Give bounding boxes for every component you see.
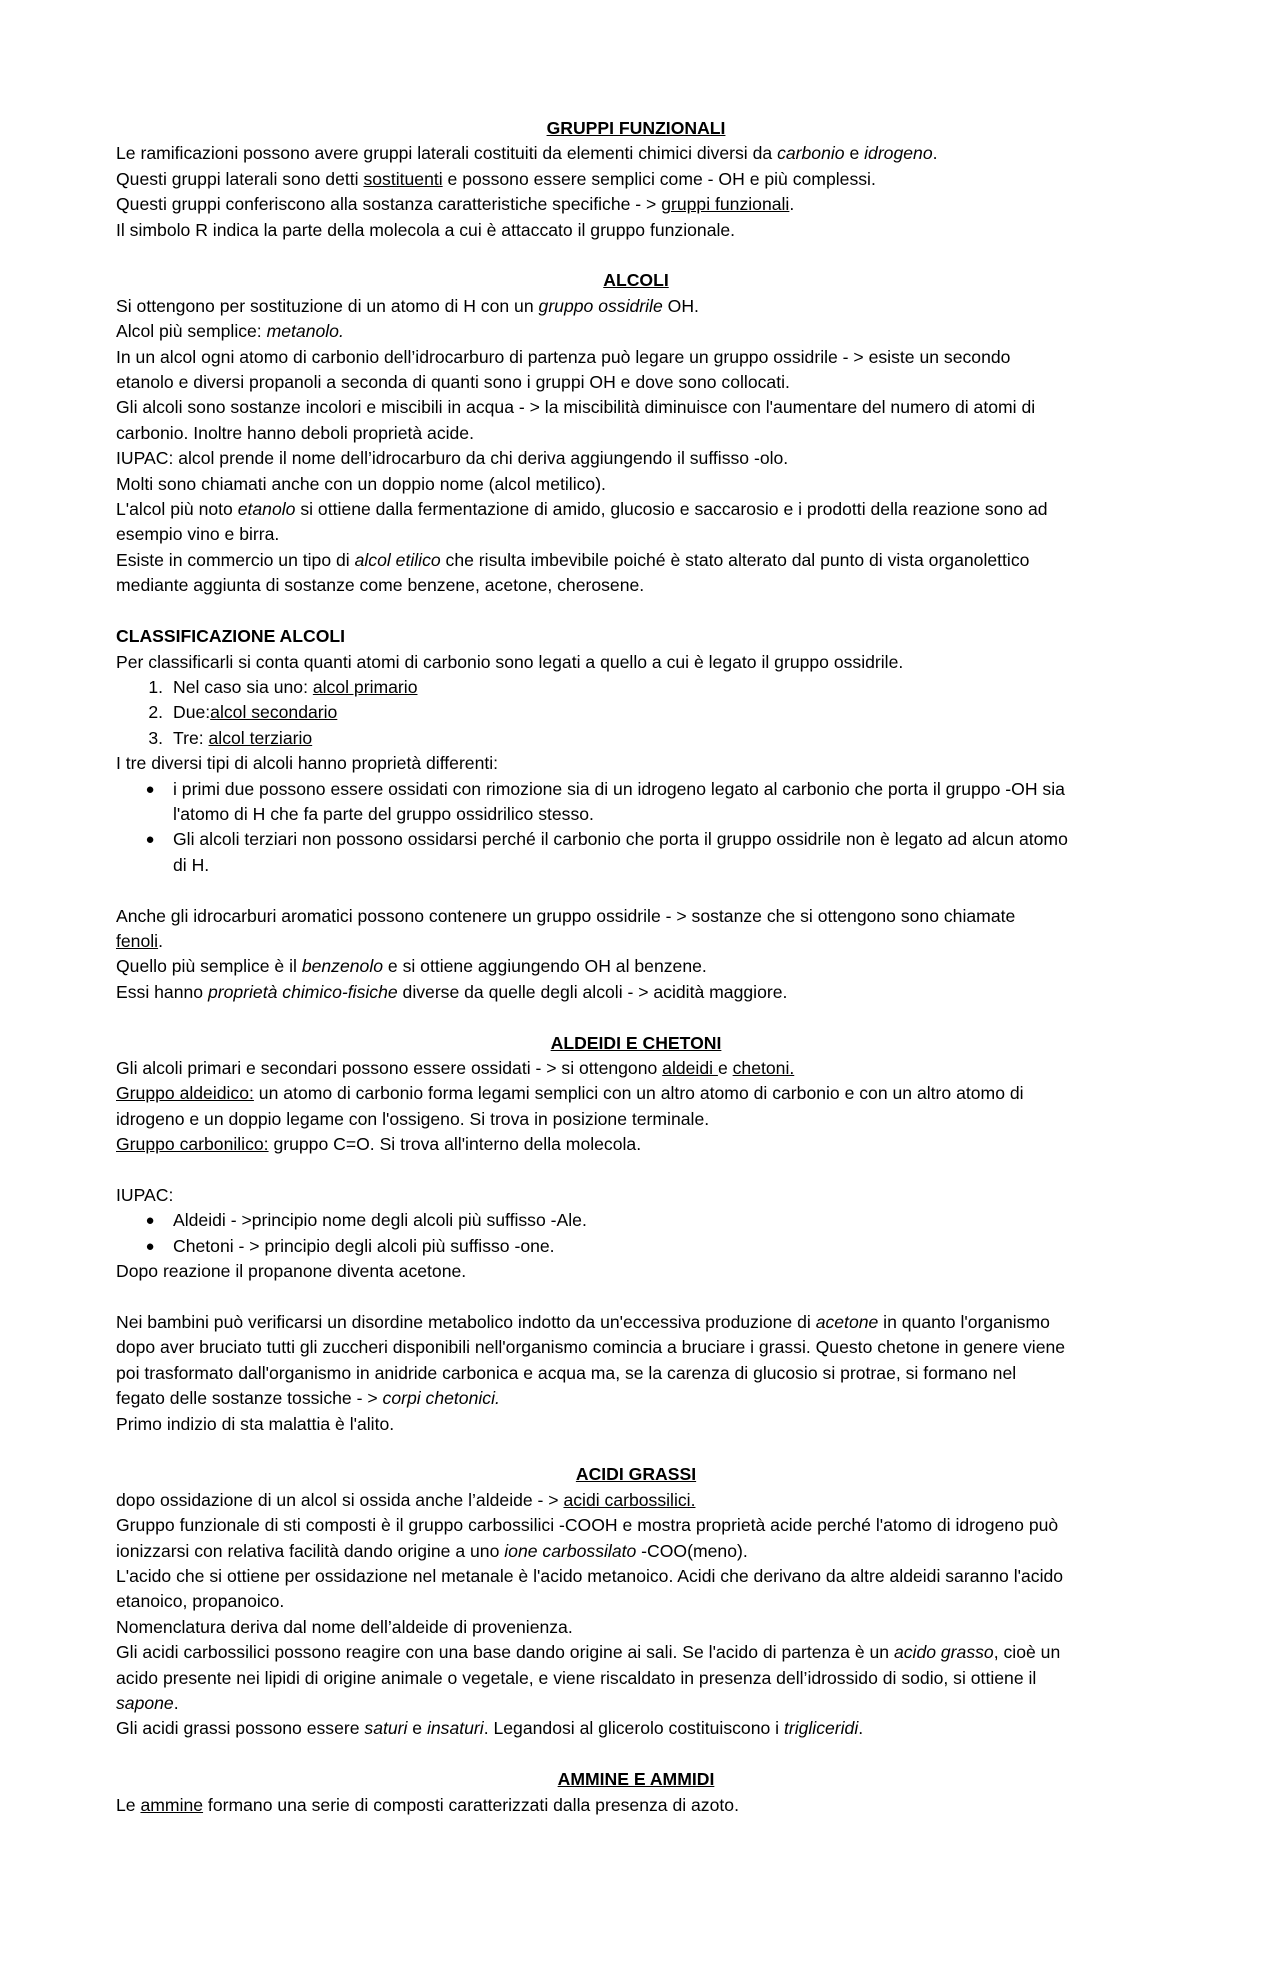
paragraph: Si ottengono per sostituzione di un atomo di H con un gruppo ossidrile OH. (116, 295, 699, 316)
paragraph-line: Anche gli idrocarburi aromatici possono contenere un gruppo ossidrile - > sostanze che si ottengono sono chiamate (116, 905, 1016, 926)
paragraph: Gruppo aldeidico: un atomo di carbonio forma legami semplici con un altro atomo di carbonio e con un altro atomo di (116, 1083, 1024, 1104)
bullet-list (116, 777, 1156, 879)
section-title-gruppi-funzionali: GRUPPI FUNZIONALI (546, 118, 726, 138)
paragraph-line: poi trasformato dall'organismo in anidride carbonica e acqua ma, se la carenza di glucosio si protrae, si formano nel (116, 1362, 1017, 1383)
paragraph-line: etanolo e diversi propanoli a seconda di quanti sono i gruppi OH e dove sono collocati. (116, 372, 790, 393)
paragraph: Questi gruppi laterali sono detti sostituenti e possono essere semplici come - OH e più complessi. (116, 168, 876, 189)
section-title-acidi-grassi: ACIDI GRASSI (575, 1464, 697, 1485)
paragraph-line: idrogeno e un doppio legame con l'ossigeno. Si trova in posizione terminale. (116, 1108, 710, 1129)
section-title-alcoli: ALCOLI (603, 270, 669, 291)
paragraph-line: dopo aver bruciato tutti gli zuccheri disponibili nell'organismo comincia a bruciare i grassi. Questo chetone in genere viene (116, 1337, 1066, 1358)
paragraph: Questi gruppi conferiscono alla sostanza caratteristiche specifiche - > gruppi funzionali. (116, 194, 795, 215)
paragraph-line: fenoli. (116, 930, 163, 951)
list-item: 2. Due:alcol secondario (148, 702, 338, 723)
paragraph: Le ramificazioni possono avere gruppi laterali costituiti da elementi chimici diversi da carbonio e idrogeno. (116, 143, 938, 164)
paragraph-line: acido presente nei lipidi di origine animale o vegetale, e viene riscaldato in presenza dell’idrossido di sodio, si ottiene il (116, 1667, 1037, 1688)
paragraph: Esiste in commercio un tipo di alcol etilico che risulta imbevibile poiché è stato alterato dal punto di vista organolettico (116, 549, 1030, 570)
bullet-icon: ● (145, 1237, 155, 1255)
paragraph: Per classificarli si conta quanti atomi di carbonio sono legati a quello a cui è legato il gruppo ossidrile. (116, 651, 904, 672)
paragraph-line: fegato delle sostanze tossiche - > corpi chetonici. (116, 1388, 500, 1409)
bullet-list (116, 1208, 1156, 1259)
list-item: 1. Nel caso sia uno: alcol primario (148, 676, 418, 697)
section-title-classificazione-alcoli: CLASSIFICAZIONE ALCOLI (116, 626, 346, 647)
paragraph-line: sapone. (116, 1693, 179, 1714)
paragraph: dopo ossidazione di un alcol si ossida anche l’aldeide - > acidi carbossilici. (116, 1489, 696, 1510)
paragraph: IUPAC: (116, 1184, 174, 1205)
paragraph-line: esempio vino e birra. (116, 524, 280, 545)
paragraph: Nei bambini può verificarsi un disordine metabolico indotto da un'eccessiva produzione di acetone in quanto l'organismo (116, 1312, 1050, 1332)
paragraph: IUPAC: alcol prende il nome dell’idrocarburo da chi deriva aggiungendo il suffisso -olo. (116, 448, 789, 469)
bullet-icon: ● (145, 780, 155, 798)
bullet-icon: ● (145, 1212, 155, 1230)
paragraph: Nomenclatura deriva dal nome dell’aldeide di provenienza. (116, 1616, 573, 1637)
paragraph-line: Gli alcoli sono sostanze incolori e miscibili in acqua - > la miscibilità diminuisce con l'aumentare del numero di atomi di (116, 397, 1036, 418)
paragraph: Gruppo carbonilico: gruppo C=O. Si trova all'interno della molecola. (116, 1134, 642, 1155)
paragraph: Il simbolo R indica la parte della molecola a cui è attaccato il gruppo funzionale. (116, 219, 736, 240)
bullet-icon: ● (145, 831, 155, 849)
paragraph-line: mediante aggiunta di sostanze come benzene, acetone, cherosene. (116, 575, 645, 596)
paragraph: Gli alcoli primari e secondari possono essere ossidati - > si ottengono aldeidi e chetoni. (116, 1057, 795, 1078)
paragraph: Essi hanno proprietà chimico-fisiche diverse da quelle degli alcoli - > acidità maggiore. (116, 981, 788, 1002)
paragraph-line: ionizzarsi con relativa facilità dando origine a uno ione carbossilato -COO(meno). (116, 1540, 748, 1561)
paragraph: Gli acidi carbossilici possono reagire con una base dando origine ai sali. Se l'acido di partenza è un acido grasso, cioè un (116, 1642, 1061, 1663)
paragraph: L'alcol più noto etanolo si ottiene dalla fermentazione di amido, glucosio e saccarosio e i prodotti della reazione sono ad (116, 499, 1048, 520)
paragraph-line: L'acido che si ottiene per ossidazione nel metanale è l'acido metanoico. Acidi che derivano da altre aldeidi saranno l'acido (116, 1566, 1064, 1587)
paragraph-line: Gruppo funzionale di sti composti è il gruppo carbossilici -COOH e mostra proprietà acide perché l'atomo di idrogeno può (116, 1515, 1059, 1536)
paragraph: Quello più semplice è il benzenolo e si ottiene aggiungendo OH al benzene. (116, 956, 707, 977)
list-item: ● Chetoni - > principio degli alcoli più suffisso -one. (116, 1234, 1156, 1259)
numbered-list (116, 675, 1156, 751)
paragraph-line: carbonio. Inoltre hanno deboli proprietà acide. (116, 422, 474, 443)
list-item: 3. Tre: alcol terziario (148, 727, 313, 748)
paragraph-line: In un alcol ogni atomo di carbonio dell’idrocarburo di partenza può legare un gruppo ossidrile - > esiste un secondo (116, 346, 1011, 367)
paragraph: Le ammine formano una serie di composti caratterizzati dalla presenza di azoto. (116, 1794, 739, 1815)
paragraph: Dopo reazione il propanone diventa acetone. (116, 1261, 467, 1282)
section-title-aldeidi-chetoni: ALDEIDI E CHETONI (550, 1032, 722, 1053)
list-item: ● i primi due possono essere ossidati con rimozione sia di un idrogeno legato al carbonio che porta il gruppo -OH sia l'atomo di H che fa parte del gruppo ossidrilico stesso. (116, 777, 1156, 828)
list-item: ● Gli alcoli terziari non possono ossidarsi perché il carbonio che porta il gruppo ossidrile non è legato ad alcun atomo di H. (116, 827, 1156, 878)
paragraph: Primo indizio di sta malattia è l'alito. (116, 1413, 395, 1434)
section-title-ammine-ammidi: AMMINE E AMMIDI (557, 1769, 715, 1790)
paragraph: I tre diversi tipi di alcoli hanno proprietà differenti: (116, 753, 499, 774)
paragraph: Molti sono chiamati anche con un doppio nome (alcol metilico). (116, 473, 606, 494)
list-item: ● Aldeidi - >principio nome degli alcoli più suffisso -Ale. (116, 1208, 1156, 1233)
paragraph-line: etanoico, propanoico. (116, 1591, 285, 1612)
paragraph: Alcol più semplice: metanolo. (116, 321, 344, 342)
paragraph: Gli acidi grassi possono essere saturi e insaturi. Legandosi al glicerolo costituiscono i trigliceridi. (116, 1718, 864, 1739)
